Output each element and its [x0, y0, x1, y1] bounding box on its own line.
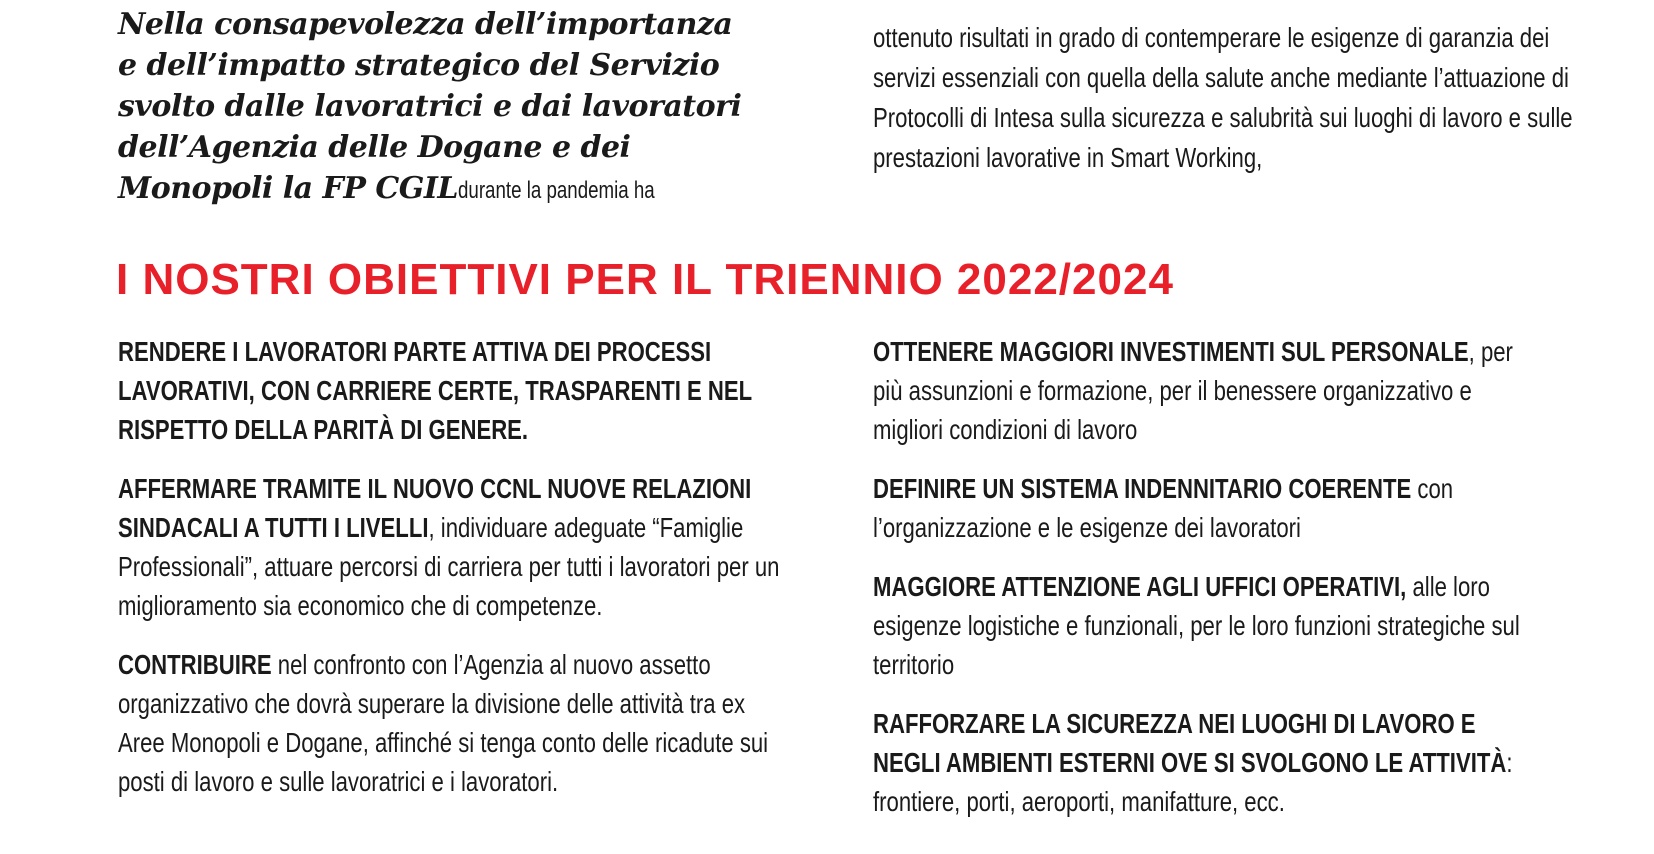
- objective-item: [118, 469, 798, 625]
- objective-detail: : frontiere, porti, aeroporti, manifatture, ecc.: [873, 747, 1513, 817]
- objective-text: [873, 567, 1545, 684]
- objective-text: [873, 704, 1545, 821]
- objective-bold: AFFERMARE TRAMITE IL NUOVO CCNL NUOVE RELAZIONI SINDACALI A TUTTI I LIVELLI: [118, 473, 752, 543]
- objective-text: [118, 469, 790, 625]
- objective-detail: , individuare adeguate “Famiglie Professionali”, attuare percorsi di carriera per tutti i lavoratori per un miglioramento sia economico che di competenze.: [118, 512, 780, 621]
- objective-text: [873, 469, 1545, 547]
- objectives-left-column: [118, 332, 798, 821]
- intro-serif-line: Nella consapevolezza dell’importanza: [118, 7, 733, 42]
- objective-item: [873, 332, 1553, 449]
- objective-bold: CONTRIBUIRE: [118, 649, 272, 680]
- objective-bold: RAFFORZARE LA SICUREZZA NEI LUOGHI DI LAVORO E NEGLI AMBIENTI ESTERNI OVE SI SVOLGONO LE ATTIVITÀ: [873, 708, 1507, 778]
- objective-item: [118, 332, 798, 449]
- objective-item: [873, 567, 1553, 684]
- objective-bold: MAGGIORE ATTENZIONE AGLI UFFICI OPERATIVI,: [873, 571, 1407, 602]
- intro-serif-line: svolto dalle lavoratrici e dai lavoratori: [118, 89, 742, 124]
- intro-serif-tail: durante la pandemia ha: [457, 177, 655, 204]
- objective-bold: OTTENERE MAGGIORI INVESTIMENTI SUL PERSONALE: [873, 336, 1469, 367]
- intro-serif-line: Monopoli la FP CGIL: [118, 171, 458, 206]
- objectives-heading: I NOSTRI OBIETTIVI PER IL TRIENNIO 2022/2024: [116, 255, 1174, 304]
- intro-right-column: [873, 18, 1573, 178]
- intro-serif-line: e dell’impatto strategico del Servizio: [118, 48, 720, 83]
- intro-right-text: ottenuto risultati in grado di contemperare le esigenze di garanzia dei servizi essenziali con quella della salute anche mediante l’attuazione di Protocolli di Intesa sulla sicurezza e salubrità sui luoghi di lavoro e sulle prestazioni lavorative in Smart Working,: [873, 22, 1573, 173]
- objectives-right-column: [873, 332, 1553, 841]
- objective-detail: alle loro esigenze logistiche e funzionali, per le loro funzioni strategiche sul territorio: [873, 571, 1520, 680]
- objective-detail: , per più assunzioni e formazione, per il benessere organizzativo e migliori condizioni di lavoro: [873, 336, 1513, 445]
- objective-item: [873, 469, 1553, 547]
- objective-bold: DEFINIRE UN SISTEMA INDENNITARIO COERENTE: [873, 473, 1412, 504]
- intro-left-column: [118, 4, 798, 209]
- objective-detail: con l’organizzazione e le esigenze dei lavoratori: [873, 473, 1454, 543]
- intro-last-line: [118, 168, 798, 209]
- objective-item: [118, 645, 798, 801]
- objective-text: [873, 332, 1545, 449]
- objective-text: [118, 645, 790, 801]
- objective-bold: RENDERE I LAVORATORI PARTE ATTIVA DEI PROCESSI LAVORATIVI, CON CARRIERE CERTE, TRASPARENTI E NEL RISPETTO DELLA PARITÀ DI GENERE.: [118, 336, 752, 445]
- objective-text: [118, 332, 790, 449]
- objective-detail: nel confronto con l’Agenzia al nuovo assetto organizzativo che dovrà superare la divisione delle attività tra ex Aree Monopoli e Dogane, affinché si tenga conto delle ricadute sui posti di lavoro e sulle lavoratrici e i lavoratori.: [118, 649, 769, 797]
- objective-item: [873, 704, 1553, 821]
- intro-serif-line: dell’Agenzia delle Dogane e dei: [118, 130, 631, 165]
